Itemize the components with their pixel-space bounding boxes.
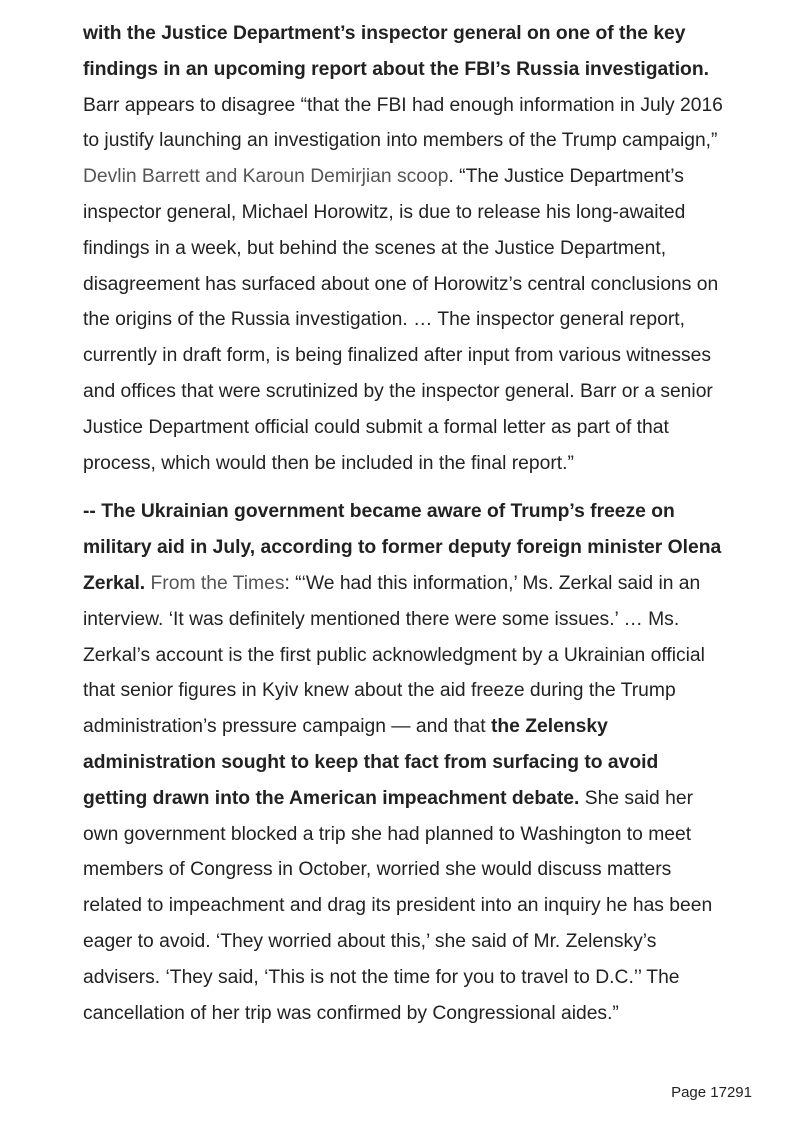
body-text: : “‘We had this information,’ Ms. Zerkal said in an interview. ‘It was definitely mentioned there were some issues.’ … Ms. Zerkal’s account is the first public acknowledgment by a Ukrainian official that senior figures in Kyiv knew about the aid freeze during the Trump administration’s pressure campaign — and that bbox=[83, 572, 705, 738]
paragraph-barr-inspector-general bbox=[83, 16, 723, 481]
paragraph-ukraine-aid-freeze bbox=[83, 494, 723, 1031]
body-text: . “The Justice Department’s inspector general, Michael Horowitz, is due to release his long-awaited findings in a week, but behind the scenes at the Justice Department, disagreement has surfaced about one of Horowitz’s central conclusions on the origins of the Russia investigation. … The inspector general report, currently in draft form, is being finalized after input from various witnesses and offices that were scrutinized by the inspector general. Barr or a senior Justice Department official could submit a formal letter as part of that process, which would then be included in the final report.” bbox=[83, 166, 719, 474]
body-text: She said her own government blocked a trip she had planned to Washington to meet members of Congress in October, worried she would discuss matters related to impeachment and drag its president into an inquiry he has been eager to avoid. ‘They worried about this,’ she said of Mr. Zelensky’s advisers. ‘They said, ‘This is not the time for you to travel to D.C.’’ The cancellation of her trip was confirmed by Congressional aides.” bbox=[83, 787, 713, 1024]
body-text: Barr appears to disagree “that the FBI had enough information in July 2016 to justify launching an investigation into members of the Trump campaign,” bbox=[83, 94, 723, 152]
bold-text: the Zelensky administration sought to keep that fact from surfacing to avoid getting drawn into the American impeachment debate. bbox=[83, 716, 659, 809]
source-link[interactable]: Devlin Barrett and Karoun Demirjian scoop bbox=[83, 166, 449, 188]
article-body bbox=[83, 16, 723, 1084]
page-number: Page 17291 bbox=[671, 1084, 752, 1101]
source-link[interactable]: From the Times bbox=[150, 572, 285, 594]
bold-text: -- The Ukrainian government became aware of Trump’s freeze on military aid in July, according to former deputy foreign minister Olena Zerkal. bbox=[83, 501, 722, 594]
bold-text: with the Justice Department’s inspector general on one of the key findings in an upcoming report about the FBI’s Russia investigation. bbox=[83, 23, 709, 80]
